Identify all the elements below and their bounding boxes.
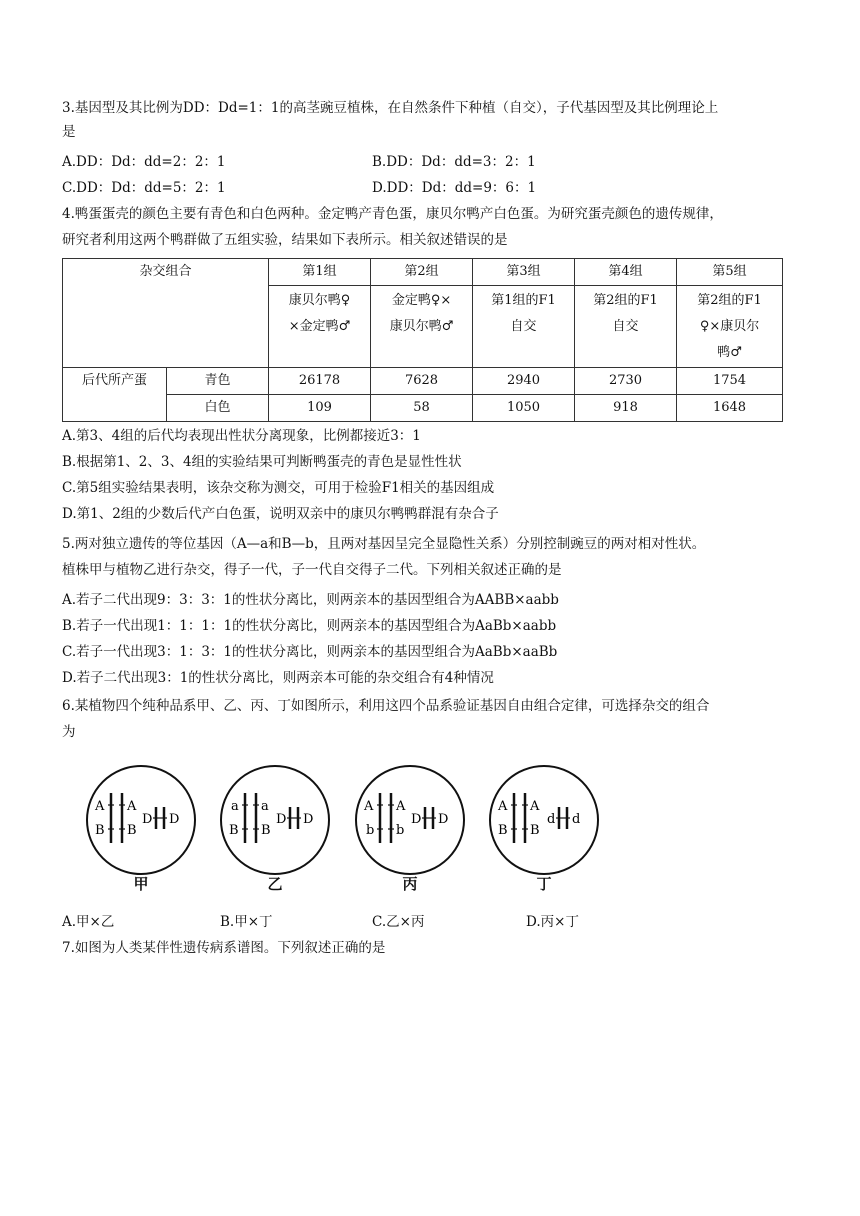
figure-label-yi: 乙 [267,875,283,893]
cell-figure-ding [487,763,601,877]
q5-option-d: D.若子二代出现3：1的性状分离比，则两亲本可能的杂交组合有4种情况 [62,670,494,686]
table-header-cross: 杂交组合 [63,259,269,368]
cross-1-line1: 康贝尔鸭♀ [288,293,351,308]
jia-gene-a1: A [95,799,105,814]
cross-results-table [62,258,783,422]
bing-gene-b1: b [366,823,375,838]
figure-label-jia: 甲 [133,875,149,893]
ding-gene-d1: d [547,812,556,827]
q3-stem-line2: 是 [62,124,76,140]
q5-option-a: A.若子二代出现9：3：3：1的性状分离比，则两亲本的基因型组合为AABB×aabb [62,592,559,608]
q3-option-d: D.DD：Dd：dd=9：6：1 [372,180,537,196]
yi-gene-d1: D [276,812,287,827]
ding-gene-a1: A [498,799,508,814]
q3-option-b: B.DD：Dd：dd=3：2：1 [372,154,536,170]
q4-option-d: D.第1、2组的少数后代产白色蛋，说明双亲中的康贝尔鸭鸭群混有杂合子 [62,506,499,522]
white-count-1: 109 [269,395,371,422]
q5-stem-line2: 植株甲与植物乙进行杂交，得子一代，子一代自交得子二代。下列相关叙述正确的是 [62,562,562,578]
table-group-2: 第2组 [371,259,473,286]
figure-label-bing: 丙 [402,875,418,893]
q6-stem-line1: 6.某植物四个纯种品系甲、乙、丙、丁如图所示，利用这四个品系验证基因自由组合定律，可选择杂交的组合 [62,698,710,714]
cross-4-line1: 第2组的F1 [593,293,658,308]
table-group-1: 第1组 [269,259,371,286]
cross-3-line2: 自交 [510,319,537,334]
table-group-4: 第4组 [575,259,677,286]
table-group-3: 第3组 [473,259,575,286]
q6-option-a: A.甲×乙 [62,914,115,930]
ding-gene-b2: B [530,823,540,838]
blue-count-3: 2940 [473,368,575,395]
table-white-label: 白色 [167,395,269,422]
table-cross-1 [269,286,371,368]
q6-stem-line2: 为 [62,724,76,740]
table-offspring-label: 后代所产蛋 [63,368,167,422]
q6-option-b: B.甲×丁 [220,914,273,930]
cross-2-line2: 康贝尔鸭♂ [389,319,454,334]
q5-option-c: C.若子一代出现3：1：3：1的性状分离比，则两亲本的基因型组合为AaBb×aaBb [62,644,558,660]
yi-gene-b2: B [261,823,271,838]
figure-label-ding: 丁 [536,875,552,893]
cell-figure-bing [353,763,467,877]
cross-2-line1: 金定鸭♀× [391,293,452,308]
q5-stem-line1: 5.两对独立遗传的等位基因（A—a和B—b，且两对基因呈完全显隐性关系）分别控制豌豆的两对相对性状。 [62,536,706,552]
bing-gene-d1: D [411,812,422,827]
cross-5-line2: ♀×康贝尔 [699,319,760,334]
jia-gene-b1: B [95,823,105,838]
white-count-5: 1648 [677,395,783,422]
bing-gene-d2: D [438,812,449,827]
jia-gene-d2: D [169,812,180,827]
cell-figure-yi [218,763,332,877]
q5-option-b: B.若子一代出现1：1：1：1的性状分离比，则两亲本的基因型组合为AaBb×aabb [62,618,557,634]
jia-gene-b2: B [127,823,137,838]
blue-count-4: 2730 [575,368,677,395]
bing-gene-b2: b [396,823,405,838]
cross-5-line1: 第2组的F1 [697,293,762,308]
q6-option-c: C.乙×丙 [372,914,425,930]
yi-gene-a1: a [231,799,239,814]
ding-gene-a2: A [530,799,540,814]
white-count-4: 918 [575,395,677,422]
q4-stem-line1: 4.鸭蛋蛋壳的颜色主要有青色和白色两种。金定鸭产青色蛋，康贝尔鸭产白色蛋。为研究蛋壳颜色的遗传规律， [62,206,723,222]
blue-count-1: 26178 [269,368,371,395]
ding-gene-d2: d [572,812,581,827]
table-cross-3 [473,286,575,368]
q4-option-c: C.第5组实验结果表明，该杂交称为测交，可用于检验F1相关的基因组成 [62,480,495,496]
yi-gene-d2: D [303,812,314,827]
cross-3-line1: 第1组的F1 [491,293,556,308]
q3-option-a: A.DD：Dd：dd=2：2：1 [62,154,226,170]
q3-option-c: C.DD：Dd：dd=5：2：1 [62,180,226,196]
yi-gene-b1: B [229,823,239,838]
cross-4-line2: 自交 [612,319,639,334]
q4-option-b: B.根据第1、2、3、4组的实验结果可判断鸭蛋壳的青色是显性性状 [62,454,462,470]
bing-gene-a2: A [396,799,406,814]
yi-gene-a2: a [261,799,269,814]
bing-gene-a1: A [364,799,374,814]
table-cross-4 [575,286,677,368]
table-cross-2 [371,286,473,368]
white-count-3: 1050 [473,395,575,422]
jia-gene-a2: A [127,799,137,814]
q6-option-d: D.丙×丁 [526,914,579,930]
cross-5-line3: 鸭♂ [717,345,742,360]
blue-count-5: 1754 [677,368,783,395]
jia-gene-d1: D [142,812,153,827]
q4-stem-line2: 研究者利用这两个鸭群做了五组实验，结果如下表所示。相关叙述错误的是 [62,232,508,248]
q3-stem-line1: 3.基因型及其比例为DD：Dd=1：1的高茎豌豆植株，在自然条件下种植（自交），子代基因型及其比例理论上 [62,100,719,116]
q4-option-a: A.第3、4组的后代均表现出性状分离现象，比例都接近3：1 [62,428,421,444]
cell-figure-jia [84,763,198,877]
table-cross-5 [677,286,783,368]
blue-count-2: 7628 [371,368,473,395]
q7-stem-line1: 7.如图为人类某伴性遗传病系谱图。下列叙述正确的是 [62,940,386,956]
white-count-2: 58 [371,395,473,422]
ding-gene-b1: B [498,823,508,838]
cross-1-line2: ×金定鸭♂ [288,319,351,334]
table-blue-label: 青色 [167,368,269,395]
table-group-5: 第5组 [677,259,783,286]
